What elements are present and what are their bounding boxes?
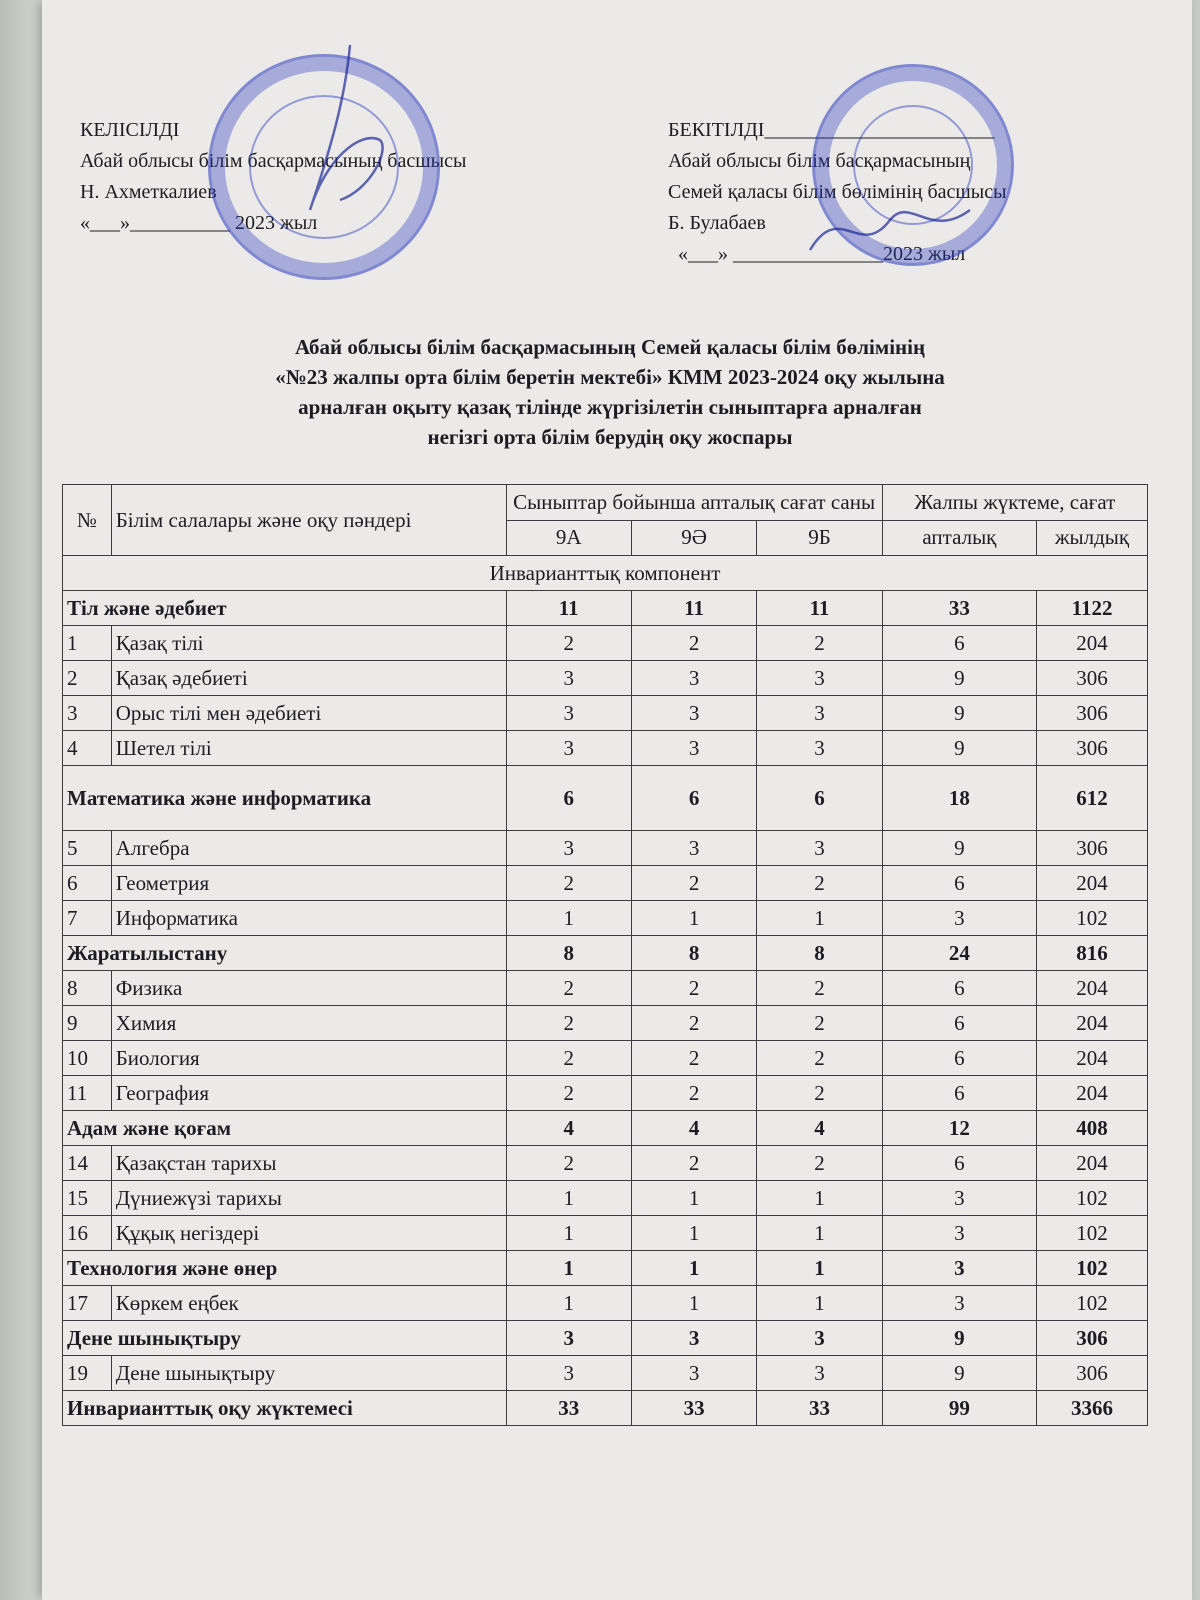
yearly-total: 204 (1037, 971, 1148, 1006)
hours-9b: 3 (757, 696, 882, 731)
hours-9b: 2 (757, 1146, 882, 1181)
header-class-9ae: 9Ә (631, 520, 756, 556)
row-number: 11 (63, 1076, 112, 1111)
subject-name: Қазақстан тарихы (111, 1146, 506, 1181)
hours-9ae: 1 (631, 1286, 756, 1321)
hours-9ae: 3 (631, 661, 756, 696)
table-row (63, 661, 1148, 696)
yearly-total: 204 (1037, 866, 1148, 901)
yearly-total: 306 (1037, 1356, 1148, 1391)
curriculum-table (62, 484, 1148, 1426)
weekly-total: 99 (882, 1391, 1036, 1426)
table-row (63, 696, 1148, 731)
hours-9b: 2 (757, 1076, 882, 1111)
yearly-total: 306 (1037, 696, 1148, 731)
hours-9a: 6 (506, 766, 631, 831)
weekly-total: 3 (882, 1216, 1036, 1251)
row-number: 19 (63, 1356, 112, 1391)
hours-9a: 1 (506, 1251, 631, 1286)
hours-9ae: 3 (631, 831, 756, 866)
subject-name: Дүниежүзі тарихы (111, 1181, 506, 1216)
subject-name: Геометрия (111, 866, 506, 901)
hours-9b: 3 (757, 831, 882, 866)
hours-9b: 6 (757, 766, 882, 831)
title-line-2: «№23 жалпы орта білім беретін мектебі» КММ 2023-2024 оқу жылына (275, 365, 945, 389)
hours-9ae: 4 (631, 1111, 756, 1146)
title-line-1: Абай облысы білім басқармасының Семей қаласы білім бөлімінің (294, 335, 926, 359)
table-row (63, 866, 1148, 901)
subject-name: Қазақ тілі (111, 626, 506, 661)
table-row (63, 1076, 1148, 1111)
header-total-load: Жалпы жүктеме, сағат (882, 485, 1147, 521)
row-number: 10 (63, 1041, 112, 1076)
yearly-total: 612 (1037, 766, 1148, 831)
hours-9b: 11 (757, 591, 882, 626)
row-number: 9 (63, 1006, 112, 1041)
hours-9ae: 1 (631, 901, 756, 936)
subject-name: Биология (111, 1041, 506, 1076)
weekly-total: 6 (882, 971, 1036, 1006)
approval-heading: БЕКІТІЛДІ_______________________ (668, 119, 995, 141)
hours-9ae: 2 (631, 626, 756, 661)
section-row (63, 1251, 1148, 1286)
subject-name: Қазақ әдебиеті (111, 661, 506, 696)
hours-9a: 1 (506, 1216, 631, 1251)
hours-9a: 3 (506, 1356, 631, 1391)
yearly-total: 204 (1037, 1041, 1148, 1076)
section-name: Математика және информатика (63, 766, 507, 831)
table-row (63, 1356, 1148, 1391)
section-name: Адам және қоғам (63, 1111, 507, 1146)
hours-9ae: 2 (631, 1041, 756, 1076)
weekly-total: 3 (882, 901, 1036, 936)
row-number: 6 (63, 866, 112, 901)
hours-9a: 1 (506, 1286, 631, 1321)
hours-9b: 2 (757, 866, 882, 901)
hours-9ae: 3 (631, 1356, 756, 1391)
header-weekly: апталық (882, 520, 1036, 556)
table-row (63, 731, 1148, 766)
hours-9b: 4 (757, 1111, 882, 1146)
yearly-total: 102 (1037, 1216, 1148, 1251)
component-label: Инварианттық компонент (63, 556, 1148, 591)
hours-9a: 2 (506, 1006, 631, 1041)
hours-9b: 1 (757, 901, 882, 936)
hours-9ae: 3 (631, 731, 756, 766)
hours-9b: 3 (757, 1321, 882, 1356)
row-number: 14 (63, 1146, 112, 1181)
weekly-total: 12 (882, 1111, 1036, 1146)
table-row (63, 1146, 1148, 1181)
row-number: 7 (63, 901, 112, 936)
hours-9ae: 2 (631, 1076, 756, 1111)
background-edge (0, 0, 42, 1600)
weekly-total: 3 (882, 1181, 1036, 1216)
weekly-total: 3 (882, 1286, 1036, 1321)
weekly-total: 9 (882, 696, 1036, 731)
approval-date: «___»__________ 2023 жыл (80, 212, 318, 234)
hours-9b: 2 (757, 971, 882, 1006)
component-row (63, 556, 1148, 591)
subject-name: Көркем еңбек (111, 1286, 506, 1321)
weekly-total: 9 (882, 1321, 1036, 1356)
hours-9b: 3 (757, 731, 882, 766)
header-num: № (63, 485, 112, 556)
yearly-total: 102 (1037, 1251, 1148, 1286)
table-row (63, 1216, 1148, 1251)
header-class-9b: 9Б (757, 520, 882, 556)
hours-9a: 2 (506, 1076, 631, 1111)
approval-position: Абай облысы білім басқармасының (668, 150, 971, 172)
table-row (63, 971, 1148, 1006)
yearly-total: 204 (1037, 1146, 1148, 1181)
yearly-total: 306 (1037, 661, 1148, 696)
weekly-total: 9 (882, 731, 1036, 766)
hours-9b: 1 (757, 1251, 882, 1286)
hours-9ae: 2 (631, 1146, 756, 1181)
hours-9a: 2 (506, 866, 631, 901)
weekly-total: 9 (882, 661, 1036, 696)
subject-name: Информатика (111, 901, 506, 936)
table-row (63, 831, 1148, 866)
header-class-9a: 9А (506, 520, 631, 556)
approval-position-2: Семей қаласы білім бөлімінің басшысы (668, 181, 1007, 203)
hours-9a: 8 (506, 936, 631, 971)
row-number: 17 (63, 1286, 112, 1321)
table-row (63, 1006, 1148, 1041)
hours-9b: 33 (757, 1391, 882, 1426)
yearly-total: 408 (1037, 1111, 1148, 1146)
hours-9b: 3 (757, 661, 882, 696)
hours-9ae: 1 (631, 1216, 756, 1251)
yearly-total: 306 (1037, 731, 1148, 766)
hours-9a: 3 (506, 831, 631, 866)
hours-9a: 2 (506, 1146, 631, 1181)
subject-name: География (111, 1076, 506, 1111)
table-row (63, 901, 1148, 936)
subject-name: Құқық негіздері (111, 1216, 506, 1251)
table-row (63, 1286, 1148, 1321)
section-row (63, 936, 1148, 971)
section-row (63, 591, 1148, 626)
weekly-total: 18 (882, 766, 1036, 831)
yearly-total: 204 (1037, 1076, 1148, 1111)
approval-name: Б. Булабаев (668, 212, 766, 234)
yearly-total: 306 (1037, 1321, 1148, 1356)
header-yearly: жылдық (1037, 520, 1148, 556)
signature-right (800, 180, 980, 270)
hours-9a: 3 (506, 696, 631, 731)
hours-9ae: 8 (631, 936, 756, 971)
yearly-total: 204 (1037, 626, 1148, 661)
yearly-total: 102 (1037, 1181, 1148, 1216)
row-number: 8 (63, 971, 112, 1006)
yearly-total: 306 (1037, 831, 1148, 866)
row-number: 4 (63, 731, 112, 766)
title-line-3: арналған оқыту қазақ тілінде жүргізілетін сыныптарға арналған (298, 395, 922, 419)
yearly-total: 102 (1037, 1286, 1148, 1321)
hours-9b: 2 (757, 626, 882, 661)
hours-9a: 1 (506, 1181, 631, 1216)
table-header-row (63, 485, 1148, 521)
table-row (63, 626, 1148, 661)
subject-name: Орыс тілі мен әдебиеті (111, 696, 506, 731)
section-row (63, 766, 1148, 831)
weekly-total: 6 (882, 1076, 1036, 1111)
section-name: Тіл және әдебиет (63, 591, 507, 626)
hours-9a: 3 (506, 661, 631, 696)
hours-9ae: 6 (631, 766, 756, 831)
section-row (63, 1321, 1148, 1356)
hours-9ae: 2 (631, 1006, 756, 1041)
weekly-total: 6 (882, 866, 1036, 901)
document-title (60, 332, 1160, 452)
yearly-total: 1122 (1037, 591, 1148, 626)
hours-9b: 8 (757, 936, 882, 971)
hours-9b: 1 (757, 1181, 882, 1216)
hours-9ae: 2 (631, 866, 756, 901)
hours-9ae: 3 (631, 696, 756, 731)
hours-9a: 3 (506, 1321, 631, 1356)
hours-9ae: 11 (631, 591, 756, 626)
hours-9b: 2 (757, 1006, 882, 1041)
yearly-total: 3366 (1037, 1391, 1148, 1426)
weekly-total: 9 (882, 831, 1036, 866)
subject-name: Алгебра (111, 831, 506, 866)
row-number: 3 (63, 696, 112, 731)
weekly-total: 6 (882, 1006, 1036, 1041)
approval-position: Абай облысы білім басқармасының басшысы (80, 150, 467, 172)
weekly-total: 6 (882, 1146, 1036, 1181)
weekly-total: 9 (882, 1356, 1036, 1391)
section-name: Жаратылыстану (63, 936, 507, 971)
hours-9a: 3 (506, 731, 631, 766)
row-number: 15 (63, 1181, 112, 1216)
section-name: Технология және өнер (63, 1251, 507, 1286)
section-row (63, 1391, 1148, 1426)
hours-9b: 1 (757, 1286, 882, 1321)
hours-9a: 2 (506, 1041, 631, 1076)
section-name: Дене шынықтыру (63, 1321, 507, 1356)
hours-9b: 3 (757, 1356, 882, 1391)
hours-9ae: 3 (631, 1321, 756, 1356)
table-row (63, 1181, 1148, 1216)
row-number: 16 (63, 1216, 112, 1251)
approval-name: Н. Ахметкалиев (80, 181, 217, 203)
yearly-total: 204 (1037, 1006, 1148, 1041)
approval-heading: КЕЛІСІЛДІ (80, 119, 180, 141)
hours-9a: 2 (506, 626, 631, 661)
subject-name: Физика (111, 971, 506, 1006)
hours-9ae: 2 (631, 971, 756, 1006)
row-number: 2 (63, 661, 112, 696)
hours-9ae: 33 (631, 1391, 756, 1426)
weekly-total: 3 (882, 1251, 1036, 1286)
yearly-total: 816 (1037, 936, 1148, 971)
signature-left (250, 40, 400, 240)
weekly-total: 24 (882, 936, 1036, 971)
section-row (63, 1111, 1148, 1146)
subject-name: Шетел тілі (111, 731, 506, 766)
title-line-4: негізгі орта білім берудің оқу жоспары (427, 425, 793, 449)
header-weekly-classes: Сыныптар бойынша апталық сағат саны (506, 485, 882, 521)
hours-9ae: 1 (631, 1181, 756, 1216)
table-row (63, 1041, 1148, 1076)
weekly-total: 6 (882, 1041, 1036, 1076)
subject-name: Дене шынықтыру (111, 1356, 506, 1391)
weekly-total: 33 (882, 591, 1036, 626)
header-subject: Білім салалары және оқу пәндері (111, 485, 506, 556)
hours-9a: 11 (506, 591, 631, 626)
hours-9b: 2 (757, 1041, 882, 1076)
hours-9ae: 1 (631, 1251, 756, 1286)
row-number: 5 (63, 831, 112, 866)
yearly-total: 102 (1037, 901, 1148, 936)
weekly-total: 6 (882, 626, 1036, 661)
hours-9b: 1 (757, 1216, 882, 1251)
subject-name: Химия (111, 1006, 506, 1041)
hours-9a: 33 (506, 1391, 631, 1426)
hours-9a: 1 (506, 901, 631, 936)
approval-date: «___» _______________2023 жыл (678, 243, 966, 265)
hours-9a: 4 (506, 1111, 631, 1146)
section-name: Инварианттық оқу жүктемесі (63, 1391, 507, 1426)
hours-9a: 2 (506, 971, 631, 1006)
row-number: 1 (63, 626, 112, 661)
